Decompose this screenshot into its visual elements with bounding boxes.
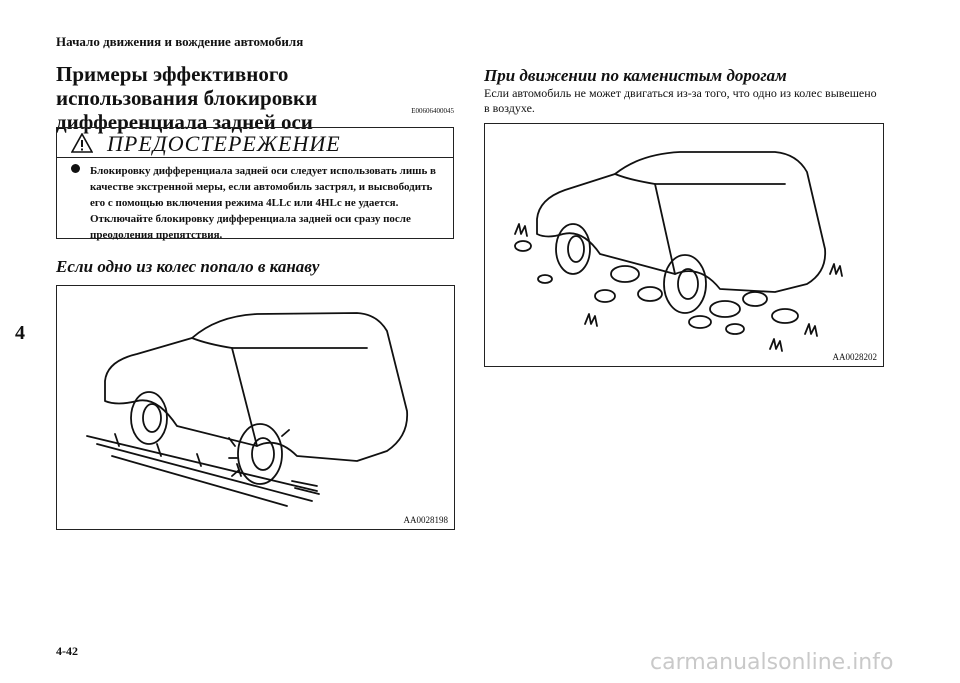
car-on-rocks-illustration <box>485 124 883 366</box>
warning-text: Блокировку дифференциала задней оси следует использовать лишь в качестве экстренной меры, если автомобиль застрял, и высвободить его с помощью включения режима 4LLc или 4HLc не удается. Отключайте блокировку дифференциала задней оси сразу после преодоления препятствия. <box>90 165 436 241</box>
warning-body <box>75 163 443 243</box>
rocks-paragraph: Если автомобиль не может двигаться из-за того, что одно из колес вывешено в воздухе. <box>484 86 877 115</box>
watermark: carmanualsonline.info <box>650 650 894 675</box>
running-header: Начало движения и вождение автомобиля <box>56 34 304 49</box>
rocks-figure <box>484 123 884 367</box>
figure-code: AA0028202 <box>832 352 877 362</box>
warning-triangle-icon <box>71 133 93 153</box>
chapter-tab: 4 <box>15 322 25 344</box>
section-code: E00606400045 <box>411 107 454 115</box>
figure-code: AA0028198 <box>403 515 448 525</box>
section-title: Примеры эффективного использования блокировки дифференциала задней оси <box>56 62 318 134</box>
bullet-icon <box>71 164 80 173</box>
ditch-heading: Если одно из колес попало в канаву <box>56 257 320 276</box>
rocks-heading: При движении по каменистым дорогам <box>484 66 787 85</box>
page-number: 4-42 <box>56 644 78 658</box>
ditch-figure <box>56 285 455 530</box>
warning-header <box>57 128 453 158</box>
car-in-ditch-illustration <box>57 286 454 529</box>
warning-box <box>56 127 454 239</box>
warning-title: ПРЕДОСТЕРЕЖЕНИЕ <box>107 131 341 156</box>
